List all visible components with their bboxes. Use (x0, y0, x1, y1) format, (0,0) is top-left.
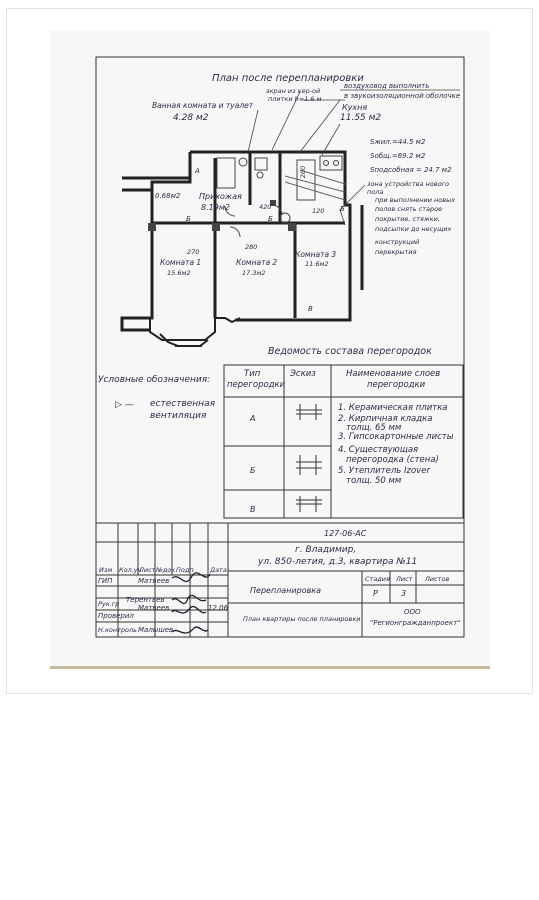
room2-area: 17.3м2 (242, 269, 266, 277)
stadia-value: Р (373, 589, 378, 598)
row-a: А (250, 414, 256, 423)
hall-label: Прихожая (199, 192, 242, 201)
role-1: Рук.гр (98, 600, 120, 608)
tile-note-2: плитки h=1.6 м (268, 95, 322, 103)
h-izm: Изм (99, 566, 113, 574)
zone-note-6: конструкций (375, 238, 420, 246)
zone-note-2: при выполнении новых (375, 196, 456, 204)
h-ndok: №док (156, 566, 176, 574)
role-2: Проверил (98, 612, 134, 620)
role-3: Н.контроль (98, 626, 137, 634)
layer-0: 1. Керамическая плитка (338, 403, 448, 413)
dim-420: 420 (259, 203, 272, 211)
zone-note-5: подсыпки до несущих (375, 225, 452, 233)
dim-120: 120 (312, 207, 325, 215)
name-2: Матвеев (138, 604, 170, 612)
bathtub (217, 158, 235, 188)
legend-text-2: вентиляция (150, 411, 207, 421)
col-type-2: перегородки (227, 380, 286, 390)
h-podp: Подп (176, 566, 194, 574)
list-value: 3 (401, 589, 407, 598)
legend-symbol: ▷ — (115, 400, 134, 410)
kitchen-area: 11.55 м2 (340, 113, 382, 123)
zone-note-0: зона устройства нового (367, 180, 449, 188)
org-1: ООО (404, 608, 421, 616)
zone-note-4: покрытие, стяжки, (375, 215, 440, 223)
plan-title: План после перепланировки (212, 73, 364, 84)
org-2: "Регионгражданпроект" (370, 619, 461, 627)
col-type-1: Тип (244, 369, 261, 379)
h-koluch: Кол.уч (119, 566, 142, 574)
col-layers-2: перегородки (367, 380, 426, 390)
stamp-date: 12.06 (208, 604, 229, 612)
room2-label: Комната 2 (236, 258, 278, 267)
h-list2: Лист (396, 575, 413, 583)
col-layers-1: Наименование слоев (346, 369, 441, 379)
room3-area: 11.6м2 (305, 260, 329, 268)
duct-note-2: в звукоизоляционной оболочке (344, 92, 461, 100)
room1-label: Комната 1 (160, 258, 202, 267)
row-b: Б (250, 466, 256, 475)
mark-b-2: Б (268, 215, 273, 223)
project-name: Перепланировка (250, 586, 322, 595)
h-data: Дата (210, 566, 227, 574)
dim-280: 280 (245, 243, 258, 251)
legend-title: Условные обозначения: (98, 375, 211, 385)
duct-note-1: воздуховод выполнить (344, 82, 430, 90)
layer-7: толщ. 50 мм (346, 476, 402, 486)
layer-4: 4. Существующая (338, 445, 419, 455)
closet-area: 0.68м2 (155, 192, 181, 200)
name-3: Малышев (138, 626, 174, 634)
room3-label: Комната 3 (295, 250, 337, 259)
mark-b-1: Б (186, 215, 191, 223)
mark-b-3: Б (340, 205, 345, 213)
zone-note-3: полов снять старое (375, 205, 443, 213)
name-0: Матвеев (138, 577, 170, 585)
zone-note-1: пола (367, 188, 384, 196)
zone-note-7: перекрытия (375, 248, 417, 256)
s-total: Sобщ.=69.2 м2 (370, 152, 426, 160)
s-free: Sподсобная = 24.7 м2 (370, 166, 452, 174)
tile-note-1: экран из кер-ой (266, 87, 321, 95)
h-stadia: Стадия (365, 575, 390, 583)
dim-260: 260 (299, 165, 308, 179)
bath-area: 4.28 м2 (173, 113, 209, 123)
layer-6: 5. Утеплитель Izover (338, 466, 430, 476)
row-v: В (250, 505, 256, 514)
h-list: Лист (139, 566, 156, 574)
stamp-code: 127-06-АС (324, 529, 367, 538)
name-1: Терентьев (126, 596, 165, 604)
legend-text-1: естественная (150, 399, 215, 409)
stamp-address-2: ул. 850-летия, д.3, квартира №11 (258, 557, 418, 567)
layer-3: 3. Гипсокартонные листы (338, 432, 454, 442)
room1-area: 15.6м2 (167, 269, 191, 277)
mark-v-1: В (308, 305, 313, 313)
stamp-address-1: г. Владимир, (295, 545, 357, 555)
vedomost-title: Ведомость состава перегородок (268, 346, 432, 357)
hall-area: 8.19м2 (201, 203, 230, 212)
col-sketch: Эскиз (290, 369, 316, 379)
bath-label: Ванная комната и туалет (152, 101, 254, 110)
layer-2: толщ. 65 мм (346, 423, 402, 433)
s-living: Sжил.=44.5 м2 (370, 138, 426, 146)
h-listov: Листов (425, 575, 450, 583)
layer-5: перегородка (стена) (346, 455, 439, 465)
dim-270: 270 (187, 248, 200, 256)
kitchen-label: Кухня (342, 103, 368, 112)
mark-a-1: А (195, 167, 200, 175)
role-0: ГИП (98, 577, 113, 585)
drawing-name: План квартиры после планировки (243, 615, 361, 623)
layer-1: 2. Кирпичная кладка (338, 414, 433, 424)
